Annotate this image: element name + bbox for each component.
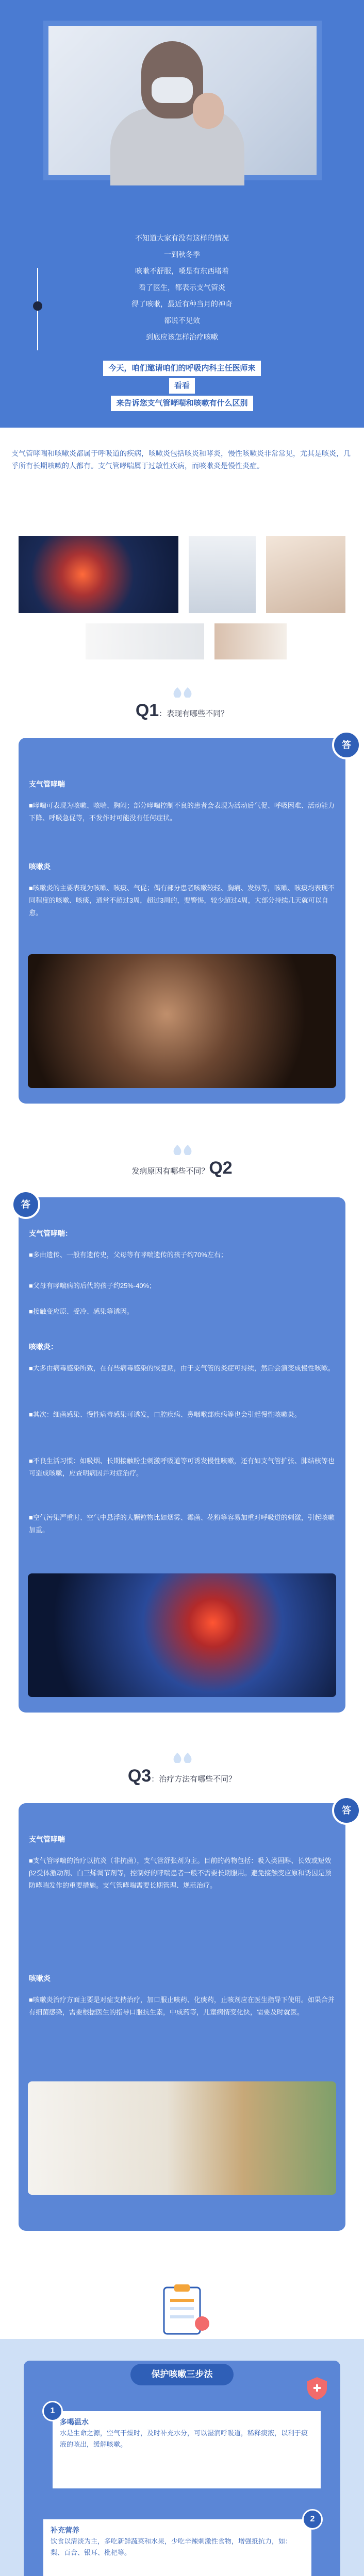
coughing-woman-photo [266,536,345,613]
intro-line: 到底应该怎样治疗咳嗽 [146,333,218,341]
intro-line: 都说不见效 [164,316,200,325]
intro-paragraph: 支气管哮喘和咳嗽炎都属于呼吸道的疾病，咳嗽炎包括咳炎和哮炎，慢性咳嗽炎非常常见，尤其是咳炎，几乎所有长期咳嗽的人都有。支气管哮喘属于过敏性疾病，而咳嗽炎是慢性炎症。 [11,449,351,470]
answer-badge: 答 [332,1796,361,1825]
intro-line: 一到秋冬季 [164,250,200,259]
asthma-label: 支气管哮喘： [29,1229,72,1238]
tip-number-2: 2 [302,2509,323,2530]
q3-title: Q3：治疗方法有哪些不同？ [127,1766,237,1786]
tip-box-1 [53,2411,321,2488]
photo-collage [19,536,345,659]
asthma-text: ■哮喘可表现为咳嗽、咳喘、胸闷；部分哮喘控制不良的患者会表现为活动后气促、呼吸困难、活动能力下降、呼吸急促等，不发作时可能没有任何症状。 [29,802,335,822]
coughing-man-photo [28,954,336,1088]
person-body-shape [110,108,244,185]
cough-text: ■咳嗽炎治疗方面主要是对症支持治疗，加口服止咳药、化痰药，止咳剂应在医生指导下使用。如果合并有细菌感染，需要根据医生的指导口服抗生素，中成药等，儿童病情变化快，需要及时就医。 [29,1996,335,2016]
tip-title-1: 多喝温水 [60,2418,89,2426]
hand-shape [193,93,224,129]
window-photo [189,536,256,613]
droplet-decor-icon [170,1752,196,1764]
q2-title: 发病原因有哪些不同？Q2 [131,1158,233,1178]
intro-line: 得了咳嗽，最近有种当月的神奇 [131,300,233,308]
highlight-line: 来告诉您支气管哮喘和咳嗽有什么区别 [0,396,364,411]
cough-text: ■空气污染严重时、空气中悬浮的大颗粒物比如烟雾、霉菌、花粉等容易加重对呼吸道的刺激，引起咳嗽加重。 [29,1514,335,1534]
q3-card [19,1803,345,2231]
medicine-herbs-photo [28,2081,336,2195]
asthma-label: 支气管哮喘 [29,780,65,788]
asthma-label: 支气管哮喘 [29,1835,65,1843]
cough-text: ■大多由病毒感染所致，在有些病毒感染的恢复期，由于支气管的炎症可持续，然后会演变成慢性咳嗽。 [29,1364,335,1372]
intro-line: 咳嗽不舒服，嗓是有东西堵着 [135,267,229,275]
intro-line: 看了医生，都表示支气管炎 [139,283,225,292]
asthma-text: ■支气管哮喘的治疗以抗炎（非抗菌），支气管舒张剂为主。目前的药物包括：吸入类固醇、长效或短效β2受体激动剂、白三烯调节剂等，控制好的哮喘患者一般不需要长期服用。避免接触变应原和诱因是预防哮喘发作的重要措施。支气管哮喘需要长期管理、规范治疗。 [29,1857,332,1889]
cough-text: ■其次：细菌感染、慢性病毒感染可诱发，口腔疾病、鼻咽喉部疾病等也会引起慢性咳嗽炎。 [29,1411,301,1418]
hero-photo [43,21,322,180]
cough-label: 咳嗽炎 [29,862,51,871]
q1-card [19,738,345,1104]
q1-title: Q1：表现有哪些不同？ [135,701,229,720]
cough-label: 咳嗽炎 [29,1974,51,1982]
tip-text-2: 饮食以清淡为主，多吃新鲜蔬菜和水果，少吃辛辣刺激性食物，增强抵抗力，如：梨、百合、银耳、枇杷等。 [51,2537,292,2556]
highlight-line: 看看 [0,378,364,394]
droplet-decor-icon [170,1144,196,1156]
answer-badge: 答 [11,1190,40,1219]
xray-throat-photo [19,536,178,613]
q2-card [19,1197,345,1713]
spoon-medicine-photo [86,623,204,659]
tip-number-1: 1 [42,2401,63,2421]
hand-photo [214,623,287,659]
droplet-decor-icon [170,686,196,699]
asthma-text: ■父母有哮喘病的后代的孩子约25%-40%； [29,1282,156,1290]
xray-neck-photo [28,1573,336,1697]
tip-text-1: 水是生命之源，空气干燥时，及时补充水分，可以湿润呼吸道，稀释痰液，以利于痰液的咳出，缓解咳嗽。 [60,2429,308,2448]
asthma-text: ■多由遗传、一般有遗传史，父母等有哮喘遗传的孩子约70%左右； [29,1251,227,1259]
tip-title-2: 补充营养 [51,2526,79,2534]
highlight-line: 今天，咱们邀请咱们的呼吸内科主任医师来 [0,361,364,376]
face-mask-shape [152,77,193,103]
answer-badge: 答 [332,731,361,759]
cough-text: ■不良生活习惯：如吸烟、长期接触粉尘刺激呼吸道等可诱发慢性咳嗽，还有如支气管扩张、肺结核等也可造成咳嗽，应查明病因并对症治疗。 [29,1457,335,1477]
intro-line: 不知道大家有没有这样的情况 [135,234,229,242]
clipboard-illustration-icon [148,2282,216,2339]
tip-box-2 [43,2519,311,2576]
asthma-text: ■接触变应原、受冷、感染等诱因。 [29,1308,134,1315]
tips-title: 保护咳嗽三步法 [130,2364,234,2385]
cough-text: ■咳嗽炎的主要表现为咳嗽、咳痰、气促；偶有部分患者咳嗽较轻、胸痛、发热等，咳嗽、咳痰均表现不同程度的咳嗽、咳痰，通常不超过3周，超过3周的，要警惕，较少超过4周，大部分持续几天就可以自愈。 [29,884,335,917]
shield-heart-icon [304,2375,330,2401]
cough-label: 咳嗽炎： [29,1343,58,1351]
